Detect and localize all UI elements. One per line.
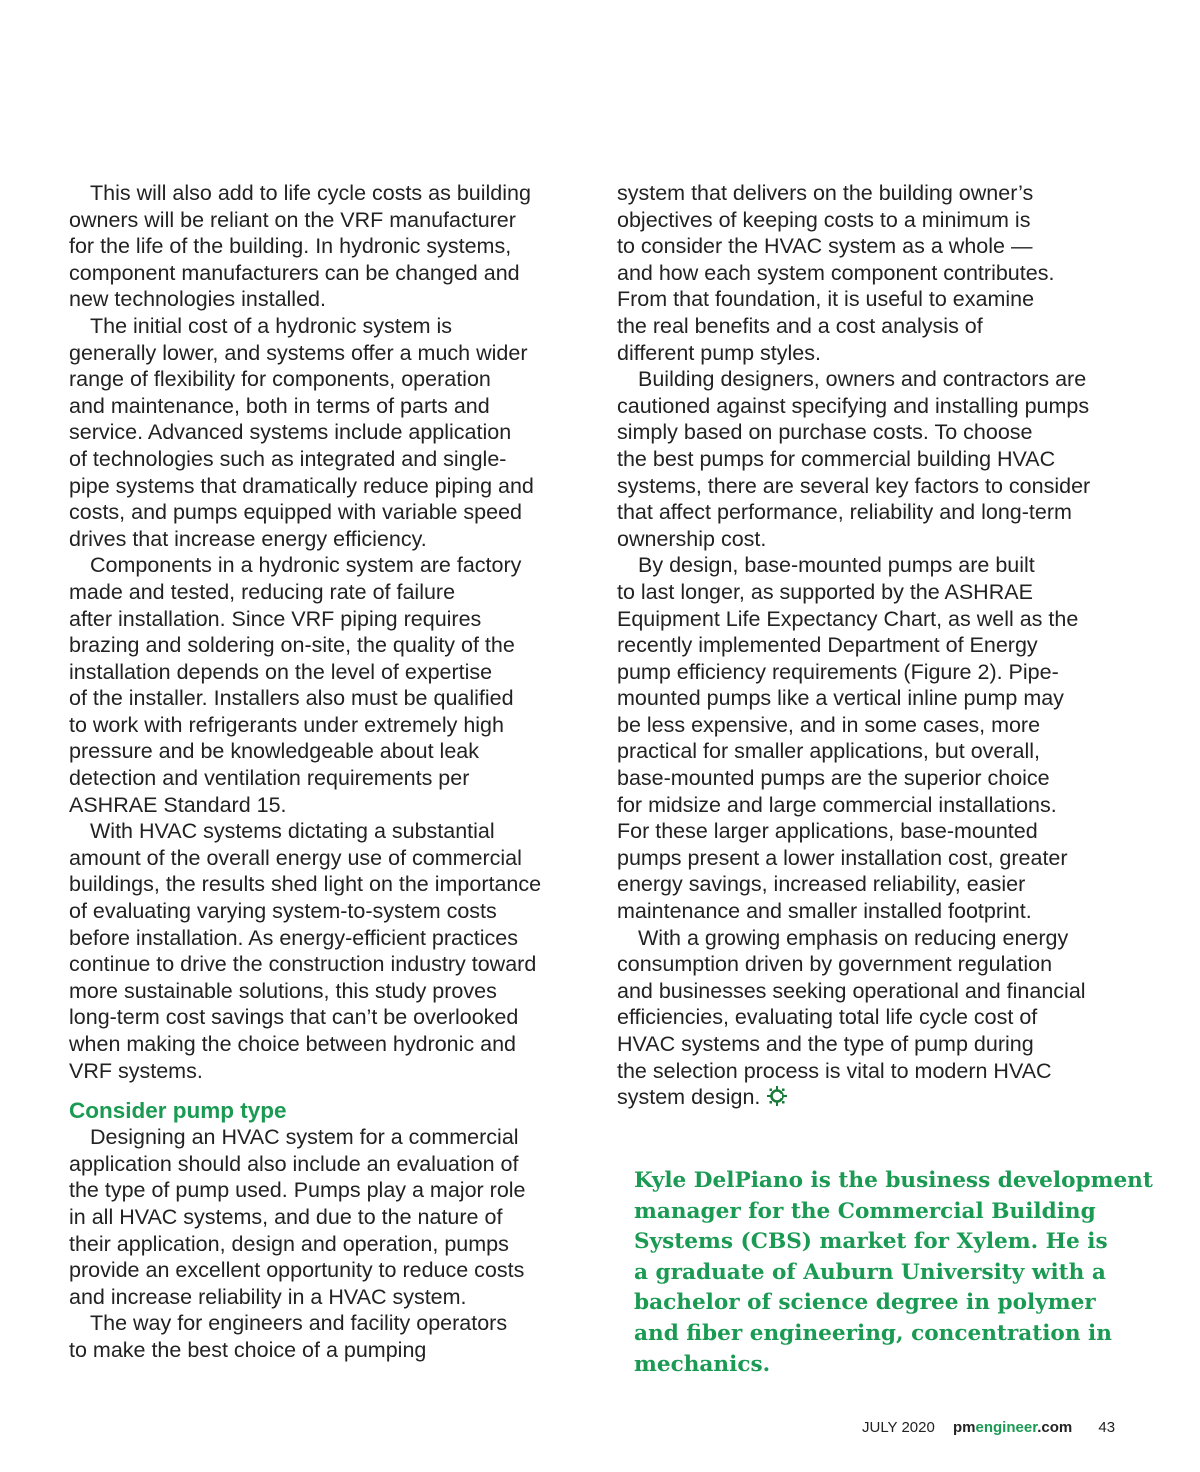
text-line: that affect performance, reliability and long-term bbox=[617, 500, 1072, 525]
text-line: of the installer. Installers also must be qualified bbox=[69, 686, 514, 711]
paragraph-energy-use bbox=[69, 818, 589, 1084]
text-line: pipe systems that dramatically reduce piping and bbox=[69, 473, 534, 498]
text-line: Components in a hydronic system are factory bbox=[90, 553, 522, 578]
left-column bbox=[69, 180, 589, 1364]
text-line: costs, and pumps equipped with variable speed bbox=[69, 500, 522, 525]
issue-date: JULY 2020 bbox=[862, 1419, 935, 1436]
text-line: consumption driven by government regulation bbox=[617, 952, 1053, 977]
text-line: pressure and be knowledgeable about leak bbox=[69, 739, 479, 764]
paragraph-initial-cost bbox=[69, 313, 589, 552]
bio-line: Kyle DelPiano is the business development bbox=[634, 1168, 1153, 1193]
text-line: pumps present a lower installation cost, greater bbox=[617, 845, 1068, 870]
text-line: Equipment Life Expectancy Chart, as well as the bbox=[617, 606, 1079, 631]
text-line: for the life of the building. In hydronic systems, bbox=[69, 234, 512, 259]
text-line: the best pumps for commercial building HVAC bbox=[617, 446, 1056, 471]
text-line: This will also add to life cycle costs as building bbox=[90, 181, 531, 205]
page-number: 43 bbox=[1098, 1419, 1116, 1436]
text-line: the selection process is vital to modern HVAC bbox=[617, 1058, 1052, 1083]
text-line: recently implemented Department of Energy bbox=[617, 633, 1038, 658]
bio-line: Systems (CBS) market for Xylem. He is bbox=[634, 1229, 1108, 1255]
text-line: generally lower, and systems offer a much wider bbox=[69, 340, 528, 365]
text-line: after installation. Since VRF piping requires bbox=[69, 606, 482, 631]
text-line: and increase reliability in a HVAC system. bbox=[69, 1284, 467, 1309]
text-line: range of flexibility for components, operation bbox=[69, 367, 491, 392]
text-line: Building designers, owners and contractors are bbox=[638, 367, 1087, 392]
text-line: be less expensive, and in some cases, more bbox=[617, 712, 1041, 737]
text-line: new technologies installed. bbox=[69, 287, 326, 312]
paragraph-system-whole bbox=[617, 180, 1137, 366]
brand-pm: pm bbox=[953, 1419, 976, 1436]
text-line: the type of pump used. Pumps play a major role bbox=[69, 1178, 526, 1203]
text-line: installation depends on the level of expertise bbox=[69, 659, 493, 684]
text-line: The way for engineers and facility operators bbox=[90, 1311, 508, 1336]
text-line: maintenance and smaller installed footprint. bbox=[617, 899, 1032, 924]
bio-line: manager for the Commercial Building bbox=[634, 1198, 1096, 1224]
text-line: ownership cost. bbox=[617, 526, 767, 551]
text-line: the real benefits and a cost analysis of bbox=[617, 313, 983, 338]
paragraph-designing-hvac bbox=[69, 1124, 589, 1310]
bio-line: a graduate of Auburn University with a bbox=[634, 1259, 1106, 1285]
text-line: With a growing emphasis on reducing energy bbox=[638, 925, 1069, 950]
text-line: pump efficiency requirements (Figure 2). Pipe- bbox=[617, 659, 1059, 684]
text-line: service. Advanced systems include application bbox=[69, 420, 512, 445]
publication-brand bbox=[953, 1419, 1072, 1436]
text-line: The initial cost of a hydronic system is bbox=[90, 313, 453, 338]
text-line: cautioned against specifying and installing pumps bbox=[617, 393, 1090, 418]
text-line: application should also include an evaluation of bbox=[69, 1151, 519, 1176]
text-line: By design, base-mounted pumps are built bbox=[638, 553, 1035, 578]
text-line: different pump styles. bbox=[617, 340, 821, 365]
text-line: Designing an HVAC system for a commercial bbox=[90, 1125, 519, 1150]
text-line: buildings, the results shed light on the importance bbox=[69, 872, 542, 897]
paragraph-vrf-lifecycle bbox=[69, 180, 589, 313]
text-line: system that delivers on the building owner’s bbox=[617, 181, 1034, 205]
text-line: component manufacturers can be changed and bbox=[69, 260, 520, 285]
text-line: simply based on purchase costs. To choose bbox=[617, 420, 1033, 445]
text-line: continue to drive the construction industry toward bbox=[69, 952, 537, 977]
text-line: of evaluating varying system-to-system costs bbox=[69, 899, 497, 924]
brand-engineer: engineer bbox=[975, 1419, 1038, 1436]
text-line: more sustainable solutions, this study proves bbox=[69, 978, 497, 1003]
text-line: provide an excellent opportunity to reduce costs bbox=[69, 1258, 525, 1283]
text-line: before installation. As energy-efficient practices bbox=[69, 925, 518, 950]
right-column bbox=[617, 180, 1137, 1111]
bio-line: and fiber engineering, concentration in bbox=[634, 1320, 1112, 1346]
pm-engineer-end-mark-icon bbox=[766, 1085, 788, 1107]
paragraph-base-mounted bbox=[617, 552, 1137, 924]
text-line: for midsize and large commercial installations. bbox=[617, 792, 1057, 817]
text-line: mounted pumps like a vertical inline pump may bbox=[617, 686, 1064, 711]
text-line: detection and ventilation requirements per bbox=[69, 766, 470, 791]
text-line: drives that increase energy efficiency. bbox=[69, 526, 427, 551]
text-line: With HVAC systems dictating a substantial bbox=[90, 819, 495, 844]
text-line: to work with refrigerants under extremely high bbox=[69, 712, 504, 737]
text-line: From that foundation, it is useful to examine bbox=[617, 287, 1035, 312]
author-bio bbox=[634, 1166, 1154, 1380]
brand-domain: .com bbox=[1037, 1419, 1073, 1436]
text-line: to make the best choice of a pumping bbox=[69, 1337, 427, 1362]
text-line: efficiencies, evaluating total life cycle cost of bbox=[617, 1005, 1038, 1030]
text-line: amount of the overall energy use of commercial bbox=[69, 845, 522, 870]
text-line: when making the choice between hydronic and bbox=[69, 1032, 517, 1056]
paragraph-building-designers bbox=[617, 366, 1137, 552]
text-line: and maintenance, both in terms of parts and bbox=[69, 393, 490, 418]
text-line-final-text: system design. bbox=[617, 1085, 761, 1110]
text-line: practical for smaller applications, but overall, bbox=[617, 739, 1041, 764]
bio-line: bachelor of science degree in polymer bbox=[634, 1290, 1096, 1316]
text-line: in all HVAC systems, and due to the nature of bbox=[69, 1204, 503, 1229]
page-footer bbox=[862, 1419, 1115, 1436]
text-line: ASHRAE Standard 15. bbox=[69, 792, 287, 817]
section-heading-pump-type: Consider pump type bbox=[69, 1098, 287, 1124]
text-line: made and tested, reducing rate of failure bbox=[69, 579, 456, 604]
text-line: energy savings, increased reliability, easier bbox=[617, 872, 1026, 897]
text-line: to consider the HVAC system as a whole — bbox=[617, 234, 1033, 259]
text-line: systems, there are several key factors to consider bbox=[617, 473, 1091, 498]
text-line: objectives of keeping costs to a minimum is bbox=[617, 207, 1031, 232]
text-line: For these larger applications, base-mounted bbox=[617, 819, 1038, 844]
text-line: of technologies such as integrated and single- bbox=[69, 446, 507, 471]
text-line: and businesses seeking operational and financial bbox=[617, 978, 1086, 1003]
text-line: and how each system component contributes. bbox=[617, 260, 1055, 285]
text-line: VRF systems. bbox=[69, 1058, 203, 1083]
text-line: HVAC systems and the type of pump during bbox=[617, 1032, 1034, 1056]
text-line: long-term cost savings that can’t be overlooked bbox=[69, 1005, 519, 1030]
text-line-final bbox=[617, 1084, 1137, 1111]
text-line: owners will be reliant on the VRF manufacturer bbox=[69, 207, 516, 232]
text-line: brazing and soldering on-site, the quality of the bbox=[69, 633, 515, 658]
text-line: their application, design and operation, pumps bbox=[69, 1231, 509, 1256]
text-line: to last longer, as supported by the ASHRAE bbox=[617, 579, 1033, 604]
paragraph-components bbox=[69, 552, 589, 818]
paragraph-best-choice bbox=[69, 1310, 589, 1363]
text-line: base-mounted pumps are the superior choice bbox=[617, 766, 1050, 791]
paragraph-growing-emphasis bbox=[617, 925, 1137, 1111]
bio-line: mechanics. bbox=[634, 1351, 771, 1377]
